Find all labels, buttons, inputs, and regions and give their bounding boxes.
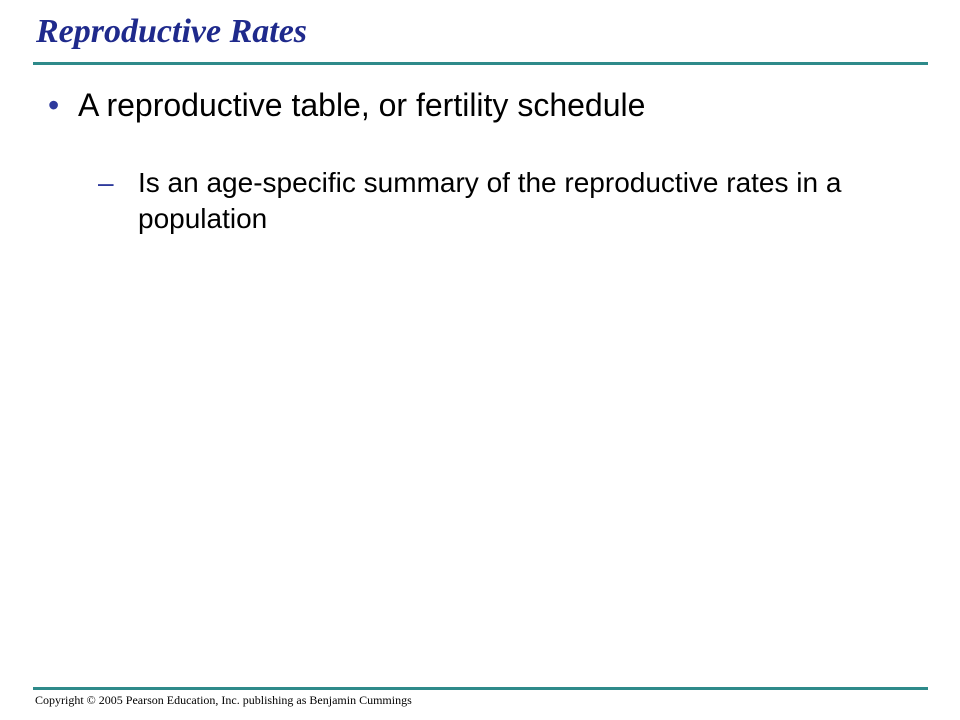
bullet-marker: •: [48, 87, 60, 123]
bullet-text: A reproductive table, or fertility schedule: [78, 87, 646, 123]
footer-divider: [33, 687, 928, 690]
sub-bullet-item: [98, 165, 918, 237]
sub-bullet-text: Is an age-specific summary of the reproductive rates in a population: [138, 167, 842, 234]
slide-title: Reproductive Rates: [36, 13, 308, 50]
title-divider: [33, 62, 928, 65]
sub-bullet-marker: –: [98, 167, 114, 198]
bullet-item: [48, 84, 645, 126]
copyright-footer: Copyright © 2005 Pearson Education, Inc. publishing as Benjamin Cummings: [35, 693, 412, 707]
